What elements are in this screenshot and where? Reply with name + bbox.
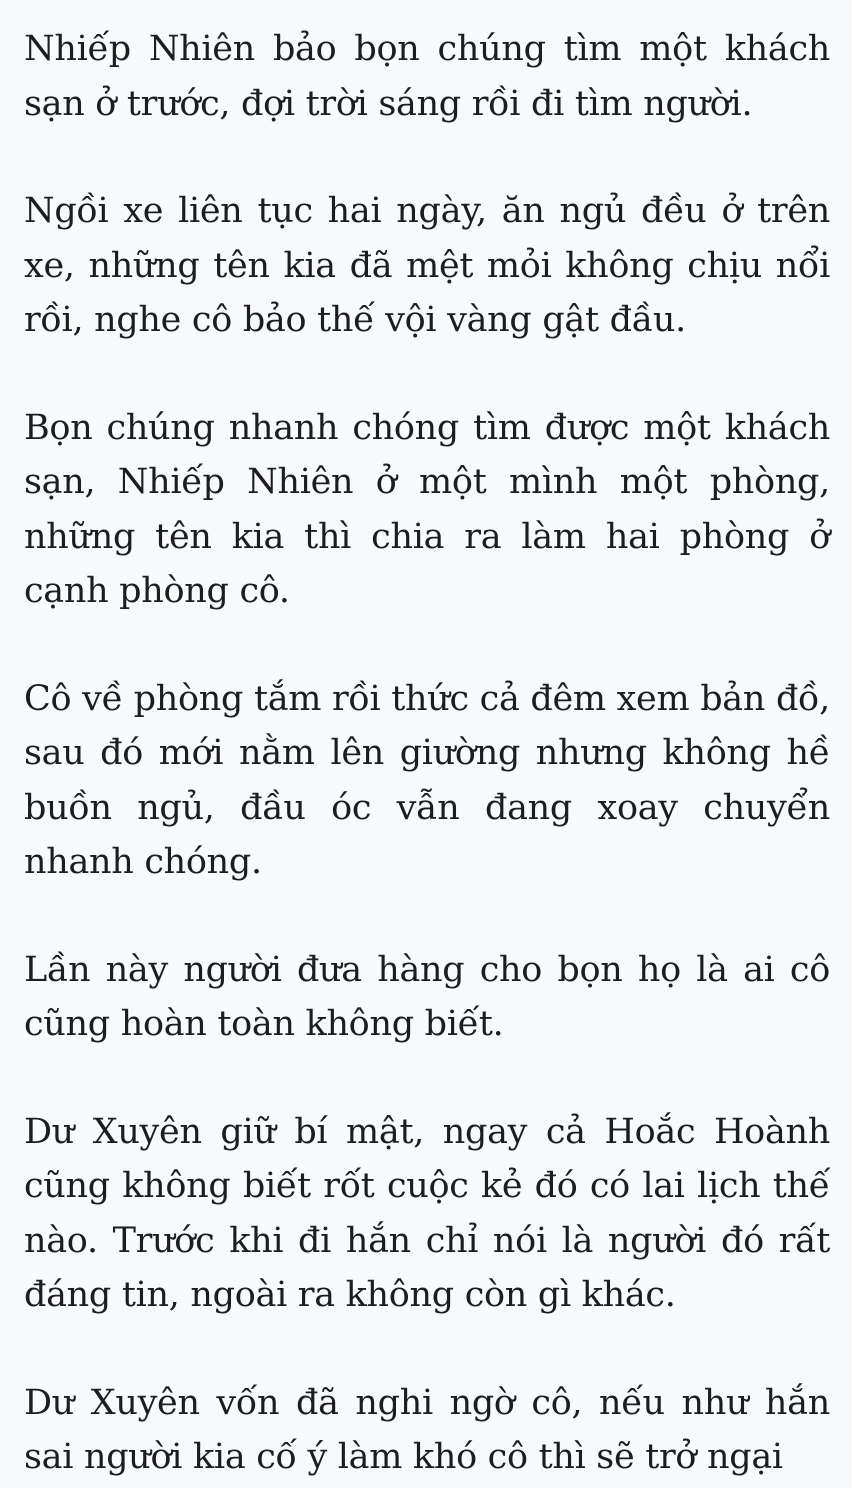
paragraph-5: Lần này người đưa hàng cho bọn họ là ai cô cũng hoàn toàn không biết. [24,949,830,1044]
paragraph-6: Dư Xuyên giữ bí mật, ngay cả Hoắc Hoành cũng không biết rốt cuộc kẻ đó có lai lịch thế nào. Trước khi đi hắn chỉ nói là người đó rất đáng tin, ngoài ra không còn gì khác. [24,1111,830,1315]
paragraph-1: Nhiếp Nhiên bảo bọn chúng tìm một khách sạn ở trước, đợi trời sáng rồi đi tìm người. [24,29,830,124]
paragraph-3: Bọn chúng nhanh chóng tìm được một khách sạn, Nhiếp Nhiên ở một mình một phòng, những tên kia thì chia ra làm hai phòng ở cạnh phòng cô. [24,407,830,611]
paragraph-2: Ngồi xe liên tục hai ngày, ăn ngủ đều ở trên xe, những tên kia đã mệt mỏi không chịu nổi rồi, nghe cô bảo thế vội vàng gật đầu. [24,191,830,340]
paragraph-7: Dư Xuyên vốn đã nghi ngờ cô, nếu như hắn sai người kia cố ý làm khó cô thì sẽ trở ngại [24,1382,830,1477]
paragraph-4: Cô về phòng tắm rồi thức cả đêm xem bản đồ, sau đó mới nằm lên giường nhưng không hề buồn ngủ, đầu óc vẫn đang xoay chuyển nhanh chóng. [24,678,830,882]
